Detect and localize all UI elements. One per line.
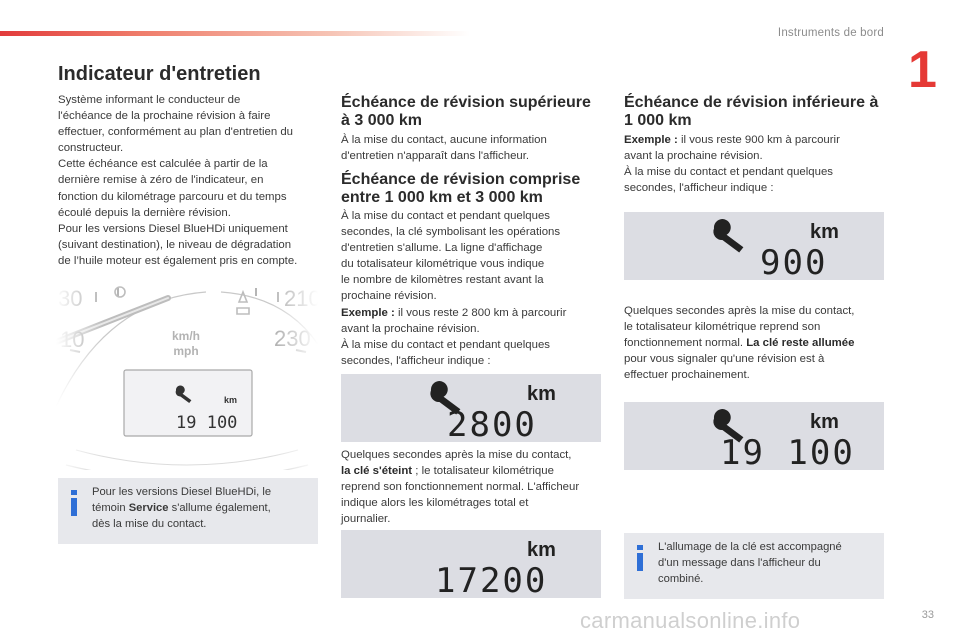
lcd-unit: km xyxy=(810,411,839,433)
info-box xyxy=(624,533,884,599)
heading-inf: Échéance de révision inférieure à 1 000 km xyxy=(624,94,879,129)
page-number: 33 xyxy=(921,609,934,621)
lcd-display-900 xyxy=(624,212,884,280)
lcd-unit: km xyxy=(527,383,556,405)
lcd-value: 17200 xyxy=(435,561,548,598)
info-icon xyxy=(69,490,79,516)
watermark: carmanualsonline.info xyxy=(580,608,801,633)
text-line: fonction du kilométrage parcouru et du temps xyxy=(58,190,287,203)
text-line: Pour les versions Diesel BlueHDi, le xyxy=(92,486,272,498)
text-line: l'échéance de la prochaine révision à faire xyxy=(58,110,271,123)
dashboard-illustration xyxy=(56,280,318,470)
page-title: Indicateur d'entretien xyxy=(58,63,261,85)
chapter-number: 1 xyxy=(908,41,937,99)
paragraph-sup: À la mise du contact, aucune information d'entretien n'apparaît dans l'afficheur. xyxy=(341,134,547,163)
lcd-unit: km xyxy=(810,221,839,243)
lcd-display-19100 xyxy=(624,402,884,470)
intro-paragraph xyxy=(58,92,320,269)
text-line: Système informant le conducteur de xyxy=(58,94,241,106)
lcd-value: 2800 xyxy=(447,405,537,442)
lcd-display-17200 xyxy=(341,530,601,598)
lcd-display-2800 xyxy=(341,374,601,442)
service-term: Service xyxy=(128,502,169,514)
example-label: Exemple : xyxy=(624,134,678,146)
text-line: témoin Service s'allume également, xyxy=(92,502,271,514)
info-text: L'allumage de la clé est accompagné d'un message dans l'afficheur du combiné. xyxy=(658,541,842,585)
text-line: Cette échéance est calculée à partir de la xyxy=(58,158,268,171)
text-line: dernière remise à zéro de l'indicateur, en xyxy=(58,174,264,187)
heading-sup: Échéance de révision supérieure à 3 000 km xyxy=(341,94,591,129)
text-line: effectuer, conformément au plan d'entretien du xyxy=(58,126,293,139)
lcd-value: 19 100 xyxy=(720,433,855,470)
text-line: constructeur. xyxy=(58,142,124,155)
header-accent-bar xyxy=(0,31,470,36)
info-icon xyxy=(635,545,645,571)
paragraph-after-900: Quelques secondes après la mise du contact, le totalisateur kilométrique reprend son fonctionnement normal. La clé reste allumée pour vous signaler qu'une révision est à effectuer prochainement. xyxy=(624,305,855,382)
key-off-term: la clé s'éteint xyxy=(341,465,413,478)
info-text xyxy=(92,484,271,532)
paragraph-inf: Exemple : il vous reste 900 km à parcourir avant la prochaine révision. À la mise du contact et pendant quelques secondes, l'afficheur indique : xyxy=(624,134,840,195)
text-line: de l’huile moteur est également pris en compte. xyxy=(58,254,298,267)
text-line: Pour les versions Diesel BlueHDi uniquement xyxy=(58,222,288,235)
lcd-unit: km xyxy=(527,539,556,561)
heading-mid: Échéance de révision comprise entre 1 000 km et 3 000 km xyxy=(341,171,581,206)
wrench-icon xyxy=(713,219,743,252)
text-line: (suivant destination), le niveau de dégradation xyxy=(58,238,292,251)
lcd-value: 900 xyxy=(760,243,828,280)
text-line: écoulé depuis la dernière révision. xyxy=(58,206,231,219)
key-stays-on-term: La clé reste allumée xyxy=(746,337,855,350)
text-line: dès la mise du contact. xyxy=(92,518,207,530)
example-label: Exemple : xyxy=(341,306,395,319)
info-box xyxy=(58,478,318,544)
paragraph-mid: À la mise du contact et pendant quelques secondes, la clé symbolisant les opérations d'entretien s'allume. La ligne d'affichage du totalisateur kilométrique vous indique le nombre de kilomètres restant avant la prochaine révision. Exemple : il vous reste 2 800 km à parcourir avant la prochaine révision. À la mise du contact et pendant quelques secondes, l'afficheur indique : xyxy=(341,210,567,367)
paragraph-after-2800: Quelques secondes après la mise du contact, la clé s'éteint ; le totalisateur kilométrique reprend son fonctionnement normal. L'afficheur indique alors les kilométrages total et journalier. xyxy=(341,449,580,526)
section-title: Instruments de bord xyxy=(777,27,884,39)
